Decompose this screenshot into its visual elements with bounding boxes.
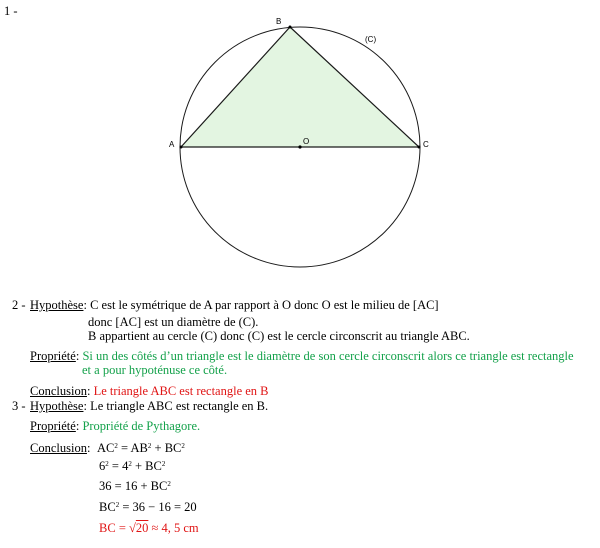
point-b-dot	[289, 26, 292, 29]
part2-conclusion-text: Le triangle ABC est rectangle en B	[93, 384, 269, 398]
part2-hypothese-line-3: B appartient au cercle (C) donc (C) est le cercle circonscrit au triangle ABC.	[88, 329, 470, 343]
part3-conclusion-row	[30, 441, 90, 455]
part2-propriete-line-2: et a pour hypoténuse ce côté.	[82, 363, 228, 377]
point-c-dot	[418, 146, 421, 149]
label-circle-c: (C)	[365, 35, 377, 44]
part3-number: 3 -	[12, 399, 26, 413]
equation-4: $BC^2 = 36 - 16 = 20$	[99, 500, 197, 514]
point-o-dot	[298, 145, 301, 148]
part3-propriete-sep: :	[75, 419, 80, 433]
equation-2: $6^2 = 4^2 + BC^2$	[99, 459, 166, 473]
part3-propriete-text: Propriété de Pythagore.	[82, 419, 201, 433]
part2-propriete-label: Propriété	[30, 349, 76, 363]
part3-hypothese-row	[30, 399, 268, 413]
part2-hypothese-line-1: : C est le symétrique de A par rapport à O donc O est le milieu de [AC]	[83, 298, 439, 312]
part2-number: 2 -	[12, 298, 26, 312]
equation-5-result: BC = √20 ≈ 4, 5 cm	[99, 521, 199, 535]
part2-propriete-sep: :	[75, 349, 80, 363]
part2-conclusion-sep: :	[86, 384, 91, 398]
label-c: C	[423, 140, 429, 149]
equation-1: $AC^2 = AB^2 + BC^2$	[97, 441, 185, 455]
triangle-abc	[181, 27, 419, 147]
part2-propriete-row	[30, 349, 574, 363]
label-a: A	[169, 140, 175, 149]
part2-hypothese-line-2: donc [AC] est un diamètre de (C).	[88, 315, 259, 329]
part3-conclusion-label: Conclusion	[30, 441, 87, 455]
part3-hypothese-text: : Le triangle ABC est rectangle en B.	[83, 399, 269, 413]
part2-hypothese-label: Hypothèse	[30, 298, 84, 312]
part2-propriete-line-1: Si un des côtés d’un triangle est le diamètre de son cercle circonscrit alors ce triangle est rectangle	[82, 349, 574, 363]
part2-conclusion-label: Conclusion	[30, 384, 87, 398]
label-o: O	[303, 137, 310, 146]
part2-conclusion-row	[30, 384, 269, 398]
part3-conclusion-sep: :	[86, 441, 91, 455]
point-a-dot	[180, 146, 183, 149]
part3-propriete-row	[30, 419, 200, 433]
part3-hypothese-label: Hypothèse	[30, 399, 84, 413]
equation-3: $36 = 16 + BC^2$	[99, 479, 171, 493]
label-b: B	[276, 17, 282, 26]
part2-hypothese-row	[30, 298, 439, 312]
part3-propriete-label: Propriété	[30, 419, 76, 433]
part1-number: 1 -	[4, 4, 18, 18]
